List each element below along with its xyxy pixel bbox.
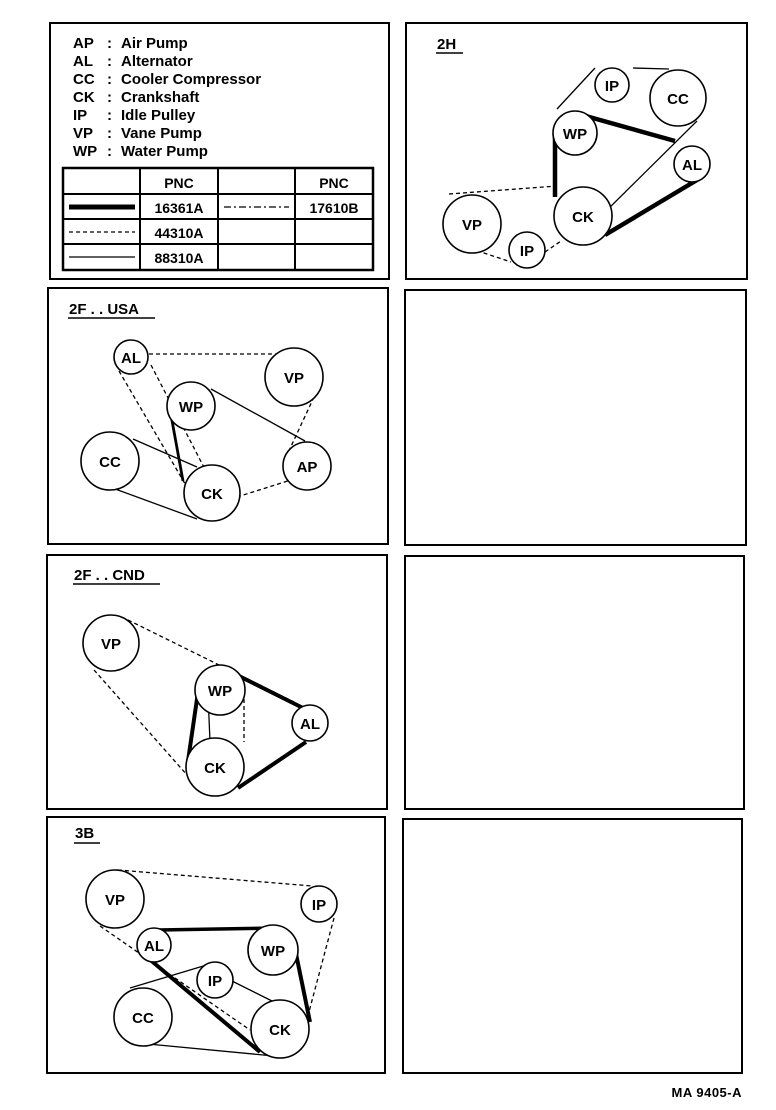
belt-thin — [557, 68, 595, 109]
legend-panel — [49, 22, 390, 280]
diagram-3b — [48, 818, 388, 1076]
pnc-header: PNC — [164, 175, 194, 191]
pulley-label: WP — [207, 683, 233, 700]
pnc-value: 17610B — [309, 200, 359, 216]
belt-thick — [238, 742, 306, 788]
belt-dashed — [237, 479, 294, 497]
legend-colon: : — [107, 107, 112, 124]
pulley-label: WP — [260, 943, 286, 960]
pulley-label: IP — [207, 973, 223, 990]
blank-panel — [402, 818, 743, 1074]
legend-name-wp: Water Pump — [121, 143, 208, 160]
legend-abbr-vp: VP — [73, 125, 94, 142]
pulley-label: IP — [604, 78, 620, 95]
pnc-value: 88310A — [154, 250, 204, 266]
blank-panel — [404, 289, 747, 546]
legend-name-vp: Vane Pump — [121, 125, 202, 142]
pulley-label: VP — [461, 217, 483, 234]
pulley-label: CK — [269, 1022, 291, 1039]
figure-code: MA 9405-A — [671, 1085, 742, 1100]
belt-dashed — [94, 670, 188, 776]
pulley-label: CK — [572, 209, 594, 226]
pulley-label: CC — [99, 454, 121, 471]
pulley-label: IP — [519, 243, 535, 260]
diagram-3b-panel — [46, 816, 386, 1074]
pulley-label: VP — [104, 892, 126, 909]
pulley-label: WP — [562, 126, 588, 143]
legend-name-ip: Idle Pulley — [121, 107, 196, 124]
pulley-label: AL — [121, 350, 141, 367]
legend-colon: : — [107, 89, 112, 106]
belt-dashed — [118, 870, 312, 886]
belt-dashed — [306, 918, 334, 1023]
legend-abbr-al: AL — [73, 53, 93, 70]
pnc-table — [63, 168, 373, 270]
pnc-value: 44310A — [154, 225, 204, 241]
pulley-label: AL — [300, 716, 320, 733]
pulley-label: AL — [682, 157, 702, 174]
pulley-label: CC — [132, 1010, 154, 1027]
belt-dashed — [449, 186, 557, 194]
pulley-label: IP — [311, 897, 327, 914]
pulley-label: CC — [667, 91, 689, 108]
pnc-header: PNC — [319, 175, 349, 191]
pulley-label: VP — [283, 370, 305, 387]
diagram-2f-usa — [49, 289, 391, 547]
diagram-2f-cnd — [48, 556, 390, 812]
belt-thick — [605, 180, 697, 235]
diagram-title: 3B — [75, 825, 95, 842]
diagram-2f-usa-panel — [47, 287, 389, 545]
pulley-label: AP — [296, 459, 318, 476]
legend-name-cc: Cooler Compressor — [121, 71, 262, 88]
belt-thin — [633, 68, 669, 69]
legend-colon: : — [107, 125, 112, 142]
legend-colon: : — [107, 35, 112, 52]
pulley-label: AL — [144, 938, 164, 955]
legend-abbr-ck: CK — [73, 89, 95, 106]
pulley-label: CK — [204, 760, 226, 777]
legend-colon: : — [107, 71, 112, 88]
pnc-value: 16361A — [154, 200, 204, 216]
diagram-title: 2F . . USA — [69, 301, 140, 318]
diagram-2f-cnd-panel — [46, 554, 388, 810]
legend-abbr-wp: WP — [73, 143, 98, 160]
legend-list — [73, 35, 261, 160]
pulley-label: CK — [201, 486, 223, 503]
diagram-title: 2H — [437, 36, 457, 53]
legend-colon: : — [107, 143, 112, 160]
legend-abbr-ap: AP — [73, 35, 94, 52]
pulley-label: VP — [100, 636, 122, 653]
legend-svg — [51, 24, 392, 282]
diagram-2h-panel — [405, 22, 748, 280]
legend-name-ap: Air Pump — [121, 35, 188, 52]
legend-colon: : — [107, 53, 112, 70]
blank-panel — [404, 555, 745, 810]
pulley-label: WP — [178, 399, 204, 416]
legend-abbr-ip: IP — [73, 107, 88, 124]
diagram-title: 2F . . CND — [74, 567, 145, 584]
legend-abbr-cc: CC — [73, 71, 95, 88]
belt-dashed — [545, 241, 561, 252]
diagram-2h — [407, 24, 750, 282]
legend-name-al: Alternator — [121, 53, 193, 70]
legend-name-ck: Crankshaft — [121, 89, 200, 106]
belt-thin — [133, 439, 197, 467]
